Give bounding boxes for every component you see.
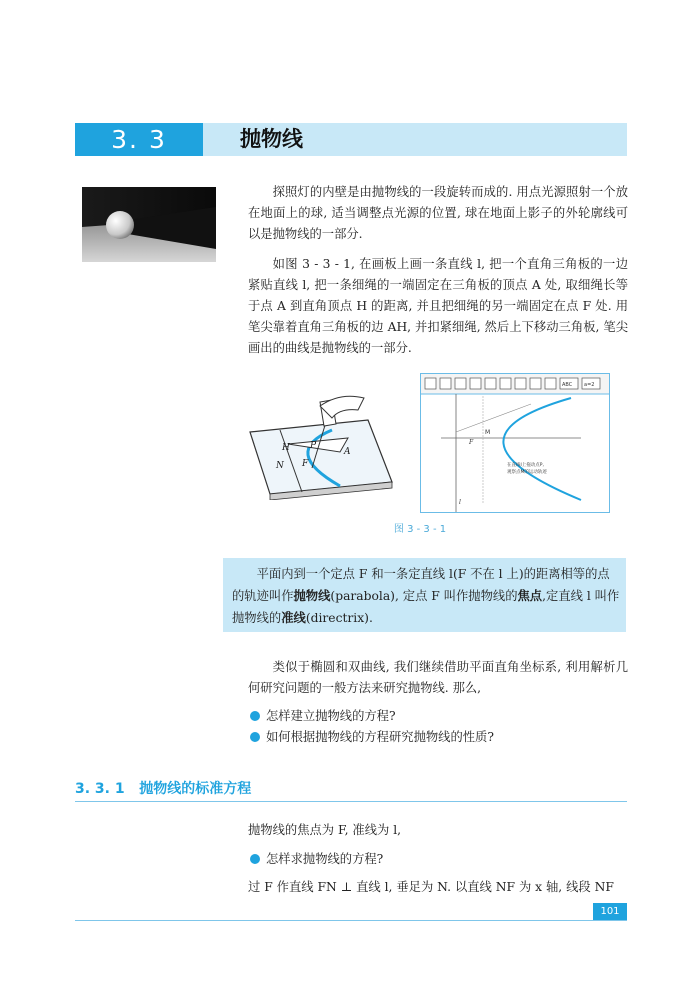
geometry-software-figure [420,373,610,513]
body-question [250,849,383,869]
drawing-board-figure [240,382,402,500]
body-line-3: 过 F 作直线 FN ⊥ 直线 l, 垂足为 N. 以直线 NF 为 x 轴, 线段 NF [248,880,614,894]
definition-mid-2: ,定直线 l 叫作抛物线的 [232,589,620,625]
spotlight-ball-image [82,187,216,262]
section-title: 抛物线 [240,127,303,151]
subsection-heading [75,778,251,798]
page-number: 101 [593,903,627,920]
label-P: P [310,441,317,451]
label-F: F [302,459,309,469]
intro-paragraph-1: 探照灯的内壁是由抛物线的一段旋转而成的. 用点光源照射一个放在地面上的球, 适当调整点光源的位置, 球在地面上影子的外轮廓线可以是抛物线的一部分. [248,185,628,241]
term-parabola: 抛物线 [293,588,331,603]
body-question-text: 怎样求抛物线的方程? [266,852,384,866]
bullet-dot-icon [250,711,260,721]
label-N: N [276,461,284,471]
subsection-divider [75,801,627,802]
term-directrix: 准线 [281,610,306,625]
label-M: M [485,429,491,436]
label-H: H [282,443,290,453]
question-1-text: 怎样建立抛物线的方程? [266,709,396,723]
body-line-1: 抛物线的焦点为 F, 准线为 l, [248,823,402,837]
label-l: l [459,499,461,506]
question-2-text: 如何根据抛物线的方程研究抛物线的性质? [266,730,494,744]
section-number: 3. 3 [111,125,167,154]
label-F-right: F [469,439,474,446]
definition-post: (directrix). [305,611,373,625]
bullet-dot-icon [250,732,260,742]
toolbar-slider: a=2 [584,382,595,388]
toolbar-abc: ABC [562,382,573,388]
question-2 [250,727,494,747]
paragraph-analytic-geometry: 类似于椭圆和双曲线, 我们继续借助平面直角坐标系, 利用解析几何研究问题的一般方法来研究抛物线. 那么, [248,660,628,695]
intro-paragraph-2: 如图 3 - 3 - 1, 在画板上画一条直线 l, 把一个直角三角板的一边紧贴直线 l, 把一条细绳的一端固定在三角板的顶点 A 处, 取细绳长等于点 A 到直角顶点 H 的距离, 并且把细绳的另一端固定在点 F 处. 用笔尖靠着直角三角板的边 AH, 并扣紧细绳, 然后上下移动三角板, 笔尖画出的曲线是抛物线的一部分. [248,257,628,355]
subsection-title: 抛物线的标准方程 [139,781,252,797]
figure-note-line-2: 观察点M的运动轨迹 [507,470,547,475]
figure-caption: 图 3 - 3 - 1 [393,524,447,535]
definition-text [232,564,620,629]
footer-divider [75,920,627,921]
subsection-number: 3. 3. 1 [75,781,125,797]
bullet-dot-icon [250,854,260,864]
definition-pre: 平面内到一个定点 F 和一条定直线 l(F 不在 l 上)的距离相等的点的轨迹叫作 [232,567,610,603]
figure-note-line-1: 在直线l上拖动点P, [507,463,544,468]
definition-mid-1: (parabola), 定点 F 叫作抛物线的 [330,589,518,603]
question-1 [250,706,396,726]
label-A: A [344,447,351,457]
term-focus: 焦点 [517,588,543,603]
